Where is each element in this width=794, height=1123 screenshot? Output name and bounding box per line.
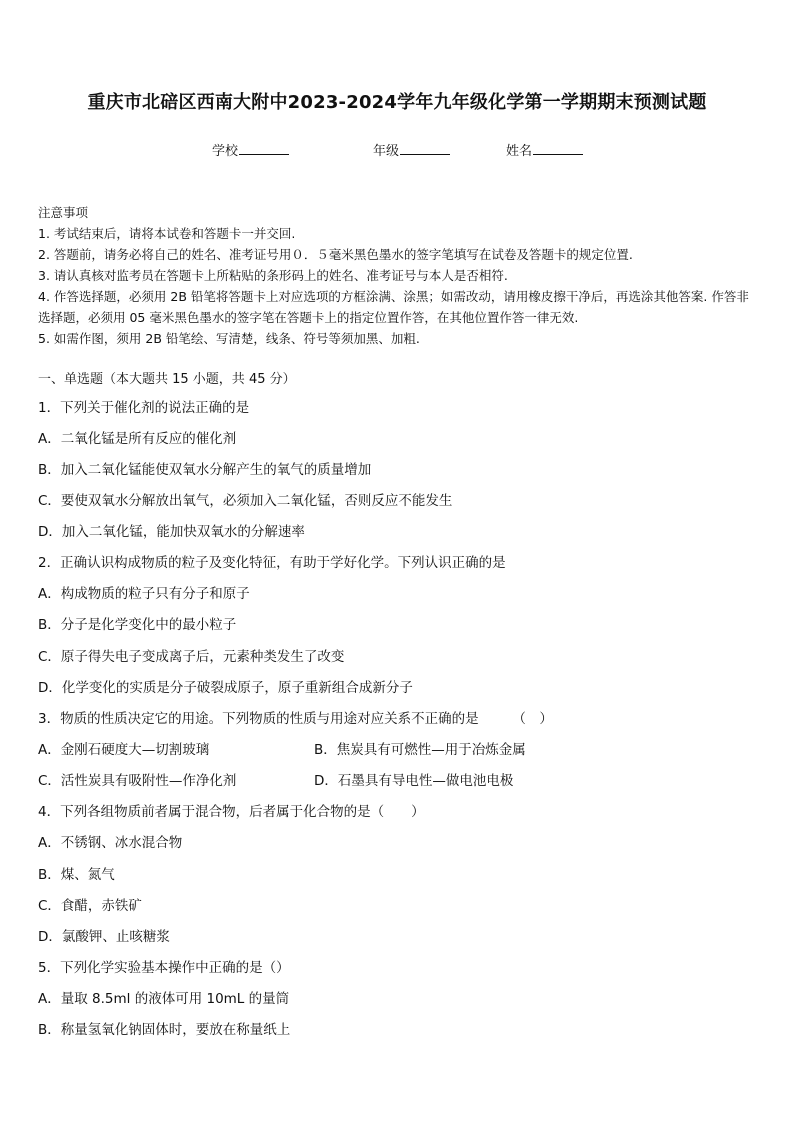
answer-option[interactable]: A．量取 8.5ml 的液体可用 10mL 的量筒	[38, 991, 290, 1007]
page-title: 重庆市北碚区西南大附中2023-2024学年九年级化学第一学期期末预测试题	[87, 92, 707, 113]
school-label: 学校	[212, 144, 239, 159]
answer-option[interactable]: A．二氧化锰是所有反应的催化剂	[38, 431, 237, 447]
notice-item: 3. 请认真核对监考员在答题卡上所粘贴的条形码上的姓名、准考证号与本人是否相符.	[38, 268, 508, 283]
answer-option[interactable]: C．活性炭具有吸附性—作净化剂	[38, 773, 237, 789]
answer-option[interactable]: A．金刚石硬度大—切割玻璃	[38, 742, 210, 758]
name-label: 姓名	[506, 144, 533, 159]
answer-option[interactable]: C．要使双氧水分解放出氧气，必须加入二氧化锰，否则反应不能发生	[38, 493, 453, 509]
grade-blank[interactable]	[400, 142, 450, 155]
notice-item: 2. 答题前，请务必将自己的姓名、准考证号用０．５毫米黑色墨水的签字笔填写在试卷及答题卡的规定位置.	[38, 247, 633, 262]
school-field[interactable]	[212, 140, 289, 159]
answer-option[interactable]: C．食醋，赤铁矿	[38, 898, 142, 914]
notice-heading: 注意事项	[38, 205, 89, 220]
question-stem: 5．下列化学实验基本操作中正确的是（）	[38, 960, 290, 976]
answer-option[interactable]: C．原子得失电子变成离子后，元素种类发生了改变	[38, 649, 345, 665]
question-stem: 2．正确认识构成物质的粒子及变化特征，有助于学好化学。下列认识正确的是	[38, 555, 506, 571]
section-heading: 一、单选题（本大题共 15 小题，共 45 分）	[38, 372, 296, 387]
name-blank[interactable]	[533, 142, 583, 155]
answer-option[interactable]: B．焦炭具有可燃性—用于冶炼金属	[314, 742, 526, 758]
grade-label: 年级	[373, 144, 400, 159]
school-blank[interactable]	[239, 142, 289, 155]
answer-option[interactable]: A．不锈钢、冰水混合物	[38, 835, 183, 851]
answer-option[interactable]: D．加入二氧化锰，能加快双氧水的分解速率	[38, 524, 305, 540]
answer-option[interactable]: B．称量氢氧化钠固体时，要放在称量纸上	[38, 1022, 291, 1038]
grade-field[interactable]	[373, 140, 450, 159]
notice-item: 1. 考试结束后，请将本试卷和答题卡一并交回.	[38, 226, 296, 241]
answer-option[interactable]: B．加入二氧化锰能使双氧水分解产生的氧气的质量增加	[38, 462, 372, 478]
answer-option[interactable]: A．构成物质的粒子只有分子和原子	[38, 586, 250, 602]
answer-option[interactable]: B．煤、氮气	[38, 867, 115, 883]
answer-option[interactable]: D．石墨具有导电性—做电池电极	[314, 773, 514, 789]
name-field[interactable]	[506, 140, 583, 159]
question-stem: 4．下列各组物质前者属于混合物，后者属于化合物的是（ ）	[38, 804, 425, 820]
notice-block	[38, 202, 758, 349]
notice-item: 5. 如需作图，须用 2B 铅笔绘、写清楚，线条、符号等须加黑、加粗.	[38, 331, 420, 346]
notice-item: 4. 作答选择题，必须用 2B 铅笔将答题卡上对应选项的方框涂满、涂黑；如需改动，请用橡皮擦干净后，再选涂其他答案. 作答非选择题，必须用 05 毫米黑色墨水的签字笔在答题卡上的指定位置作答，在其他位置作答一律无效.	[38, 289, 749, 325]
question-stem: 1．下列关于催化剂的说法正确的是	[38, 400, 250, 416]
answer-option[interactable]: D．氯酸钾、止咳糖浆	[38, 929, 170, 945]
answer-option[interactable]: B．分子是化学变化中的最小粒子	[38, 617, 237, 633]
question-stem: 3．物质的性质决定它的用途。下列物质的性质与用途对应关系不正确的是 （ ）	[38, 711, 553, 727]
answer-option[interactable]: D．化学变化的实质是分子破裂成原子，原子重新组合成新分子	[38, 680, 413, 696]
